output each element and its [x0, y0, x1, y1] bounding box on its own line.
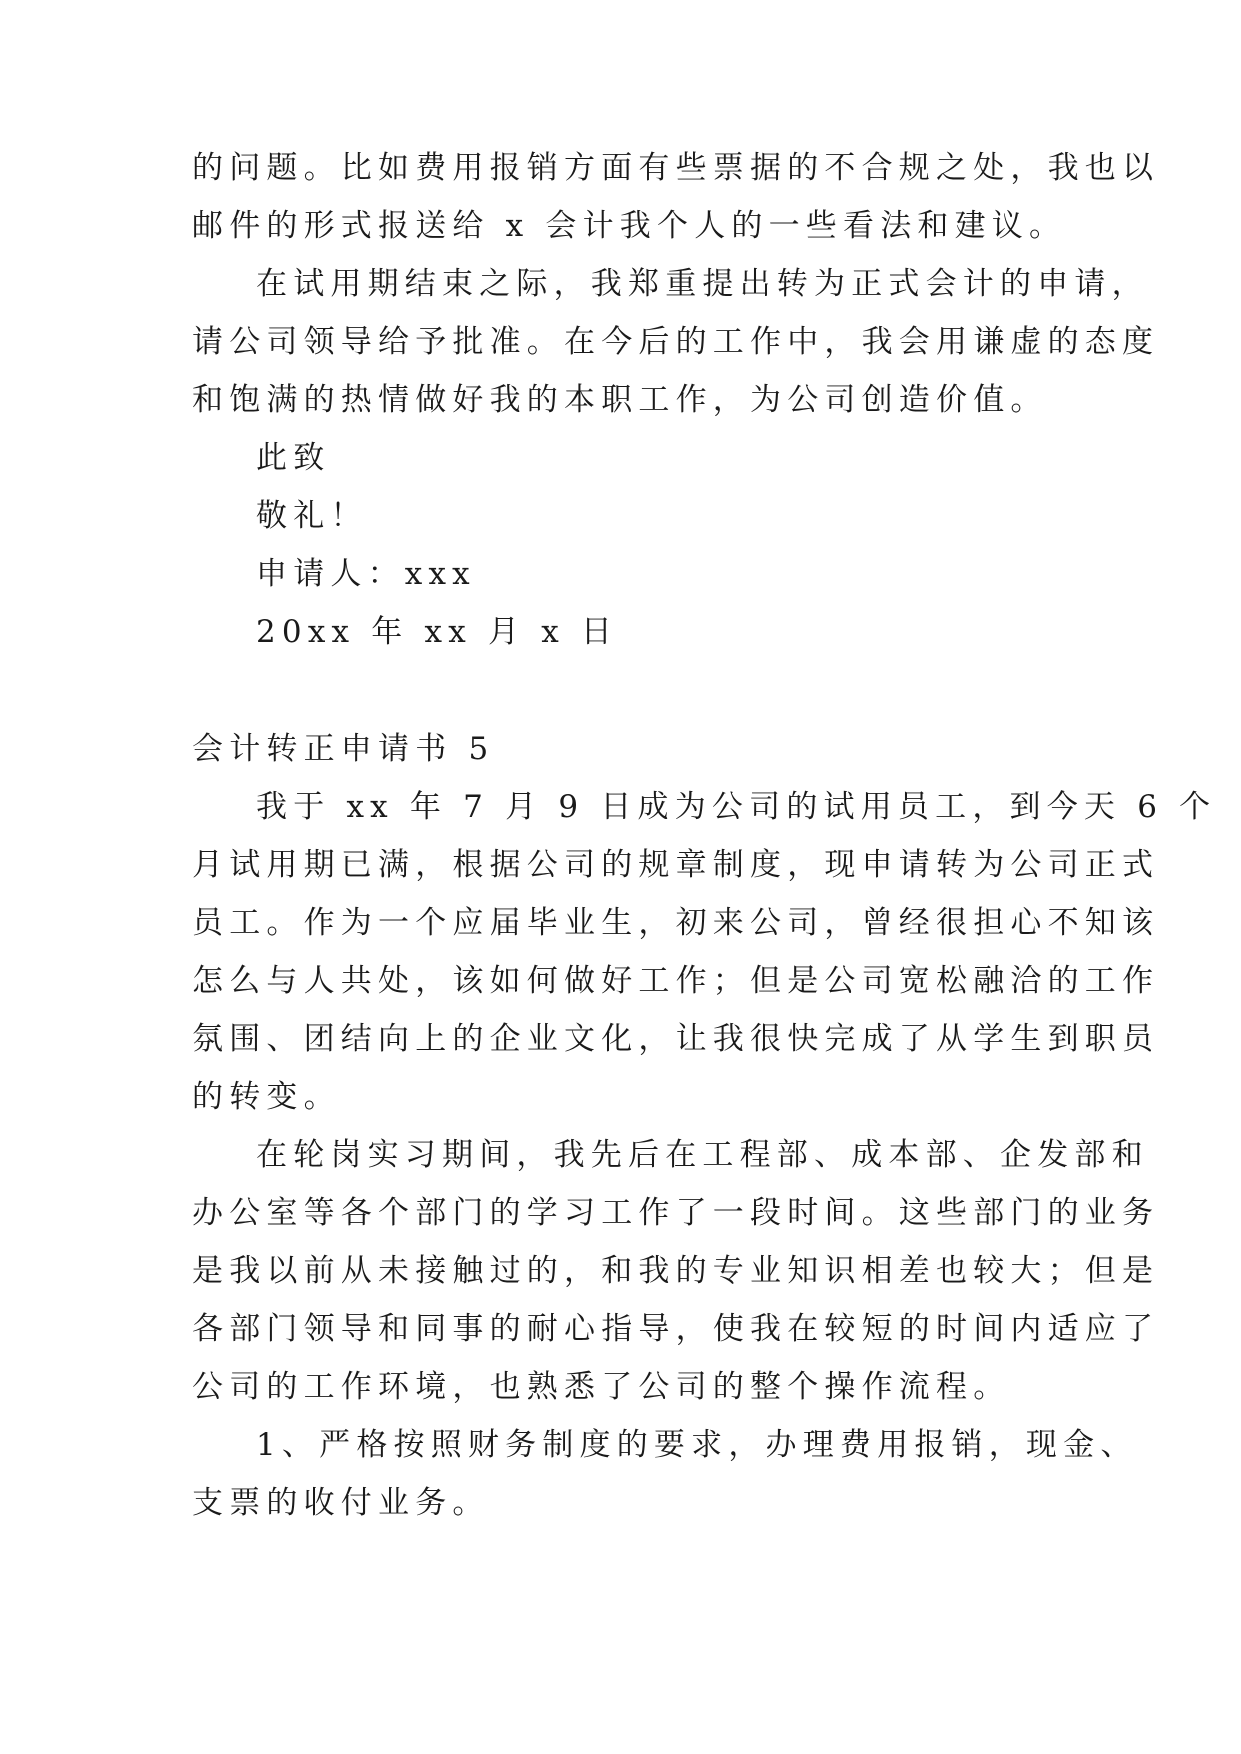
paragraph-line: 各部门领导和同事的耐心指导，使我在较短的时间内适应了 — [192, 1311, 1160, 1347]
paragraph-line: 公司的工作环境，也熟悉了公司的整个操作流程。 — [192, 1369, 1011, 1405]
applicant-line: 申请人：xxx — [256, 556, 476, 592]
closing-line: 此致 — [256, 440, 331, 476]
list-item-line: 1、严格按照财务制度的要求，办理费用报销，现金、 — [256, 1427, 1138, 1463]
paragraph-line: 在轮岗实习期间，我先后在工程部、成本部、企发部和 — [256, 1137, 1149, 1173]
paragraph-line: 月试用期已满，根据公司的规章制度，现申请转为公司正式 — [192, 847, 1160, 883]
section-heading: 会计转正申请书 5 — [192, 731, 495, 767]
paragraph-line: 和饱满的热情做好我的本职工作，为公司创造价值。 — [192, 382, 1048, 418]
paragraph-line: 是我以前从未接触过的，和我的专业知识相差也较大；但是 — [192, 1253, 1160, 1289]
paragraph-line: 的转变。 — [192, 1079, 341, 1115]
paragraph-line: 办公室等各个部门的学习工作了一段时间。这些部门的业务 — [192, 1195, 1160, 1231]
paragraph-line: 我于 xx 年 7 月 9 日成为公司的试用员工，到今天 6 个 — [256, 789, 1217, 825]
paragraph-line: 在试用期结束之际，我郑重提出转为正式会计的申请， — [256, 266, 1149, 302]
list-item-line: 支票的收付业务。 — [192, 1485, 490, 1521]
paragraph-line: 邮件的形式报送给 x 会计我个人的一些看法和建议。 — [192, 208, 1067, 244]
date-line: 20xx 年 xx 月 x 日 — [256, 614, 619, 650]
paragraph-line: 的问题。比如费用报销方面有些票据的不合规之处，我也以 — [192, 150, 1160, 186]
paragraph-line: 怎么与人共处，该如何做好工作；但是公司宽松融洽的工作 — [192, 963, 1160, 999]
paragraph-line: 氛围、团结向上的企业文化，让我很快完成了从学生到职员 — [192, 1021, 1160, 1057]
salutation-line: 敬礼！ — [256, 498, 368, 534]
paragraph-line: 请公司领导给予批准。在今后的工作中，我会用谦虚的态度 — [192, 324, 1160, 360]
paragraph-line: 员工。作为一个应届毕业生，初来公司，曾经很担心不知该 — [192, 905, 1160, 941]
